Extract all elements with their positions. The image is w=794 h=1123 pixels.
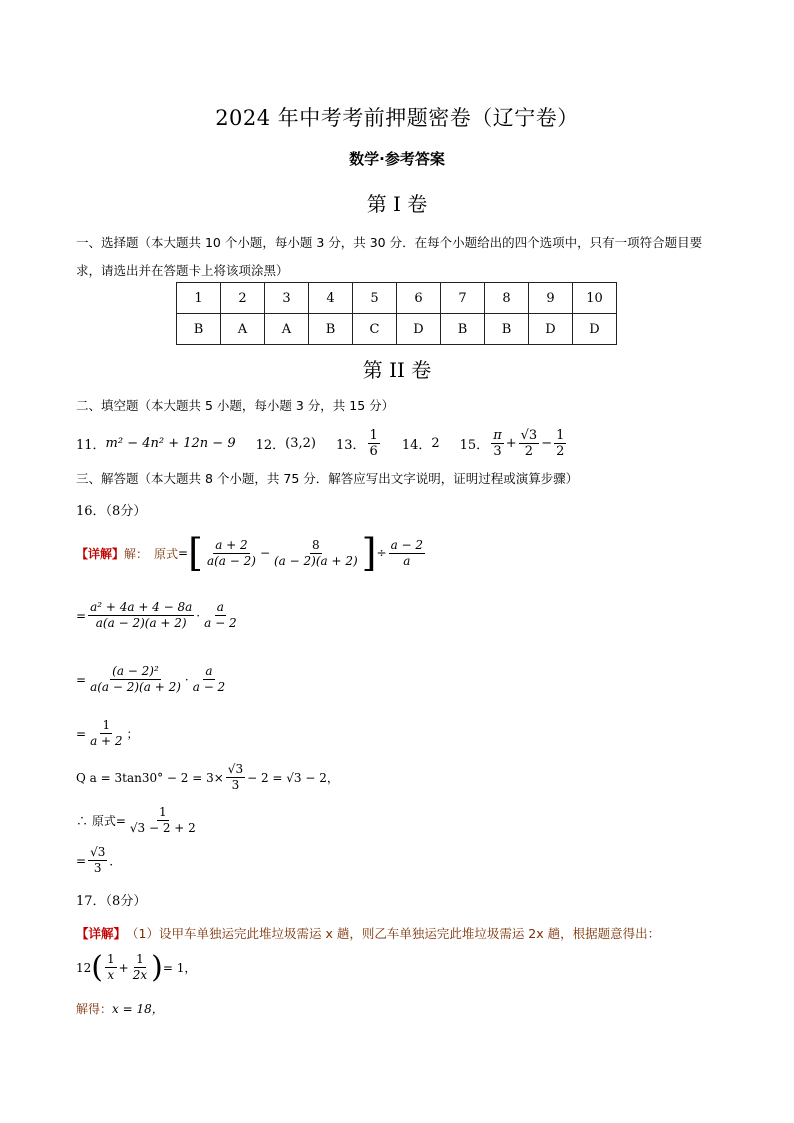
table-cell: 1 xyxy=(177,283,221,314)
fraction: $\frac{√3}{3}$ xyxy=(227,762,244,792)
fraction: $\frac{8}{(a - 2)(a + 2)}$ xyxy=(274,537,358,568)
table-cell: A xyxy=(265,314,309,345)
q16-step-7: = $\frac{√3}{3}$ ． xyxy=(76,845,122,875)
q17-result: 解得： x = 18， xyxy=(76,1002,164,1016)
table-cell: 10 xyxy=(573,283,617,314)
fraction: $\frac{a}{a - 2}$ xyxy=(204,600,237,630)
choice-section-heading: 一、选择题（本大题共 10 个小题，每小题 3 分，共 30 分．在每个小题给出的四个选项中，只有一项符合题目要求，请选出并在答题卡上将该项涂黑） xyxy=(76,235,703,278)
table-cell: B xyxy=(177,314,221,345)
fraction: $\frac{a}{a - 2}$ xyxy=(192,664,226,694)
table-cell: D xyxy=(573,314,617,345)
q17-equation: 12 ( $\frac{1}{x}$ + $\frac{1}{2x}$ ) = 1， xyxy=(76,949,197,985)
fraction: $\frac{√3}{3}$ xyxy=(90,845,106,875)
fill-answers xyxy=(76,428,588,459)
part2-label: 第 II 卷 xyxy=(362,358,432,382)
table-cell: B xyxy=(485,314,529,345)
table-cell: D xyxy=(397,314,441,345)
table-cell: 7 xyxy=(441,283,485,314)
q16-label: 16．（8分） xyxy=(76,504,147,519)
fill-answer-14: 14． 2 xyxy=(401,436,440,453)
q16-step-3: = $\frac{\text{(a − 2)²}}{a(a - 2)(a + 2)}$ · $\frac{a}{a - 2}$ xyxy=(76,664,226,694)
fraction: $\frac{\text{(a − 2)²}}{a(a - 2)(a + 2)}$ xyxy=(90,664,181,694)
fraction: $\frac{1}{a + 2}$ xyxy=(90,718,123,748)
page-title: 2024 年中考考前押题密卷（辽宁卷） xyxy=(215,106,579,130)
fraction: $\frac{1}{2x}$ xyxy=(132,952,148,982)
answer-table xyxy=(176,282,617,345)
q17-label: 17．（8分） xyxy=(76,894,147,909)
table-cell: 9 xyxy=(529,283,573,314)
fraction: $\frac{\pi}{3}$ xyxy=(493,428,502,459)
q16-step-2: = $\frac{\text{a² + 4a + 4 − 8a}}{a(a - 2)(a + 2)}$ · $\frac{a}{a - 2}$ xyxy=(76,600,237,630)
table-cell: 3 xyxy=(265,283,309,314)
q17-line-1: 【详解】 （1）设甲车单独运完此堆垃圾需运 x 趟，则乙车单独运完此堆垃圾需运 2x 趟，根据题意得出： xyxy=(76,926,661,941)
part1-label: 第 I 卷 xyxy=(366,192,428,216)
table-cell: 8 xyxy=(485,283,529,314)
table-cell: 2 xyxy=(221,283,265,314)
table-cell: 5 xyxy=(353,283,397,314)
q16-step-1: 【详解】 解： 原式 = [ $\frac{a + 2}{a(a - 2)}$ − $\frac{8}{(a - 2)(a + 2)}$ ] ÷ $\frac{a - 2}{a}$ xyxy=(76,531,424,575)
fraction: $\frac{1}{x}$ xyxy=(107,952,115,982)
fraction: $\frac{1}{√3 - 2 + 2}$ xyxy=(129,805,196,835)
table-cell: C xyxy=(353,314,397,345)
fill-section-heading: 二、填空题（本大题共 5 小题，每小题 3 分，共 15 分） xyxy=(76,398,395,413)
q16-step-4: = $\frac{1}{a + 2}$ ； xyxy=(76,718,139,748)
table-cell: 6 xyxy=(397,283,441,314)
answer-table-number-row xyxy=(177,283,617,314)
fraction: $\frac{a + 2}{a(a - 2)}$ xyxy=(206,537,256,568)
fill-answer-15: 15． $\frac{\pi}{3}$ + $\frac{√3}{2}$ − $\frac{1}{2}$ xyxy=(459,428,565,459)
table-cell: D xyxy=(529,314,573,345)
q16-step-6: ∴ 原式 = $\frac{1}{√3 - 2 + 2}$ xyxy=(76,805,196,835)
fraction: $\frac{√3}{2}$ xyxy=(520,428,538,459)
fraction: $\frac{1}{2}$ xyxy=(556,428,565,459)
fraction: $\frac{a - 2}{a}$ xyxy=(390,537,424,568)
solve-section-heading: 三、解答题（本大题共 8 个小题，共 75 分．解答应写出文字说明，证明过程或演算步骤） xyxy=(76,471,579,486)
table-cell: 4 xyxy=(309,283,353,314)
fill-answer-11: 11． m² − 4n² + 12n − 9 xyxy=(76,436,236,453)
table-cell: A xyxy=(221,314,265,345)
q16-step-5: Q a = 3tan30° − 2 = 3× $\frac{√3}{3}$ − 2 = √3 − 2， xyxy=(76,762,339,792)
fraction: $\frac{\text{a² + 4a + 4 − 8a}}{a(a - 2)(a + 2)}$ xyxy=(90,600,193,630)
answer-table-answer-row xyxy=(177,314,617,345)
page-subtitle: 数学·参考答案 xyxy=(349,150,445,168)
table-cell: B xyxy=(441,314,485,345)
fill-answer-13: 13． $\frac{1}{6}$ xyxy=(335,428,378,459)
fill-answer-12: 12． (3,2) xyxy=(255,436,316,453)
table-cell: B xyxy=(309,314,353,345)
fraction: $\frac{1}{6}$ xyxy=(369,428,378,459)
